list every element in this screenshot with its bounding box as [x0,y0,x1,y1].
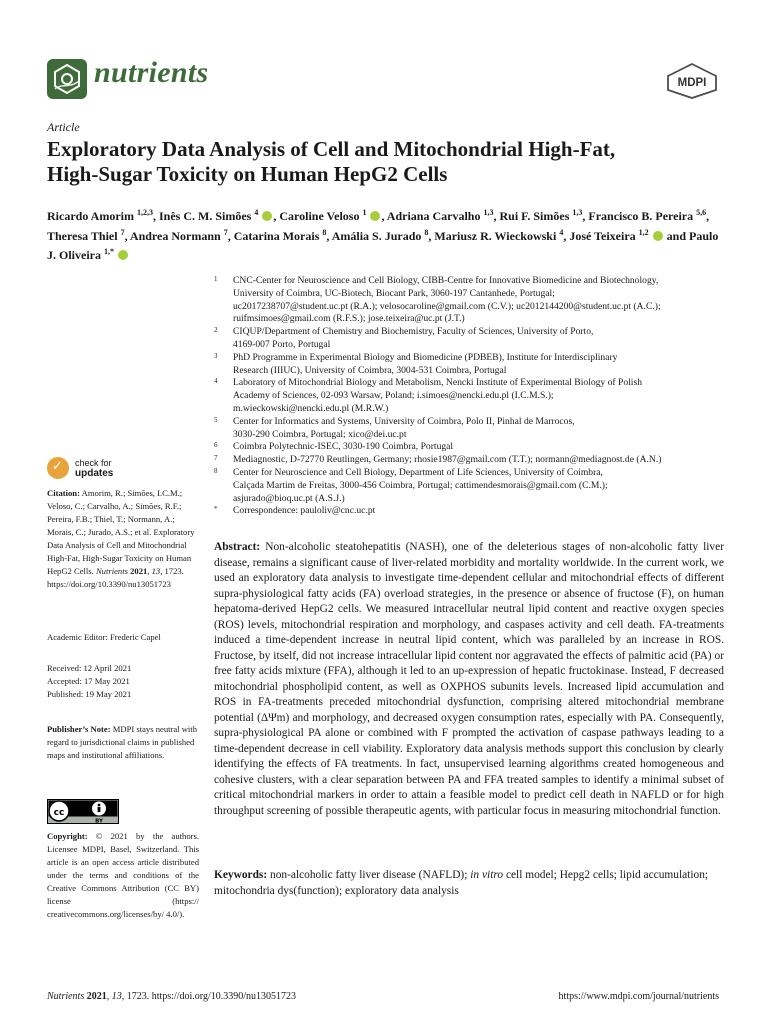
checkmark-icon [47,457,69,479]
affiliation-item [214,377,724,415]
author-name: Ricardo Amorim [47,209,134,223]
check-updates-line-2: updates [75,467,114,479]
affiliation-line: University of Coimbra, UC-Biotech, Biocant Park, 3060-197 Cantanhede, Portugal; [233,287,555,299]
footer-year: 2021 [86,991,107,1002]
affiliation-number: 3 [214,351,218,360]
author-affiliation: 1,2,3 [136,208,153,217]
author-affiliation: 7 [223,227,228,237]
affiliation-number: 1 [214,275,218,283]
author-name: Paulo J. Oliveira [47,228,719,262]
author-affiliation: 7 [120,227,125,237]
author-affiliation: 4 [559,227,564,237]
author-name: Rui F. Simões [499,209,570,223]
author-affiliation: 1,3 [483,208,494,217]
affiliation-item [214,416,724,442]
affiliation-line: 3030-290 Coimbra, Portugal; xico@dei.uc.pt [233,428,407,440]
orcid-icon[interactable] [118,250,128,260]
author-affiliation: 1 [362,208,367,217]
affiliation-number: 6 [214,441,218,450]
author-affiliation: 1,2 [638,227,649,237]
affiliation-item [214,326,724,352]
abstract [214,540,724,819]
affiliation-line: Center for Informatics and Systems, University of Coimbra, Polo II, Pinhal de Marrocos, [233,415,575,427]
orcid-icon[interactable] [370,211,380,221]
affiliation-item [214,454,724,467]
affiliation-item [214,467,724,505]
author-affiliation: 4 [254,208,259,217]
keywords-text-before: non-alcoholic fatty liver disease (NAFLD); [270,869,468,881]
citation-text: Amorim, R.; Simões, I.C.M.; Veloso, C.; Carvalho, A.; Simões, R.F.; Pereira, F.B.; Thiel, T.; Normann, A.; Morais, C.; Jurado, A.S.; et al. Exploratory Data Analysis of Cell and Mitochondrial High-Fat, High-Sugar Toxicity on Human HepG2 Cells. [47,488,195,576]
affiliation-item [214,352,724,378]
author-name: Amália S. Jurado [331,228,422,243]
cc-by-label: BY [95,818,103,824]
author-name: Caroline Veloso [279,209,360,223]
affiliation-line: CNC-Center for Neuroscience and Cell Biology, CIBB-Centre for Innovative Biomedicine and Biotechnology, [233,275,659,286]
author-conjunction: and [666,228,686,243]
affiliation-number: * [214,505,218,514]
author-name: Andrea Normann [129,228,221,243]
abstract-text: Non-alcoholic steatohepatitis (NASH), one of the deleterious stages of non-alcoholic fatty liver disease, remains a significant cause of liver-related morbidity and mortality worldwide. In the current work, we used an exploratory data analysis to investigate time-dependent cellular and mitochondrial effects of different supra-physiological fatty acids (FA) overload strategies, in the presence or absence of fructose (F), on human hepatoma-derived HepG2 cells. We measured intracellular neutral lipid content and reactive oxygen species (ROS) levels, mitochondrial respiration and morphology, and caspases activity and cell death. FA-treatments induced a time-dependent increase in neutral lipid content, which was paralleled by an increase in ROS. Fructose, by itself, did not increase intracellular lipid content nor aggravated the effects of palmitic acid (PA) or free fatty acids mixture (FFA), although it led to an up-expression of hepatic fructokinase. Instead, F decreased mitochondrial phospholipid content, as well as OXPHOS subunits levels. Increased lipid accumulation and ROS in FA-treatments preceded mitochondrial dysfunction, comprising altered mitochondrial membrane potential (ΔΨm) and morphology, and decreased oxygen consumption rates, especially with PA. Consequently, supra-physiological PA alone or combined with F prompted the activation of caspase pathways leading to a time-dependent decrease in cell viability. Exploratory data analysis methods support this conclusion by clearly identifying the effects of FA treatments. In fact, unsupervised learning algorithms created homogeneous and cohesive clusters, with a clear separation between PA and FFA treated samples to identify a minimal subset of critical mitochondrial markers in order to attain a feasible model to predict cell death in NAFLD or for high throughput screening of possible therapeutic agents, with particular focus in measuring mitochondrial function. [214,541,724,817]
article-title-line-1: Exploratory Data Analysis of Cell and Mitochondrial High-Fat, [47,137,616,161]
check-for-updates-button[interactable] [47,457,113,479]
author-name: Inês C. M. Simões [158,209,252,223]
orcid-icon[interactable] [653,231,663,241]
affiliation-line: ruifmsimoes@gmail.com (R.F.S.); jose.teixeira@uc.pt (J.T.) [233,313,465,325]
citation-block: Citation: Amorim, R.; Simões, I.C.M.; Veloso, C.; Carvalho, A.; Simões, R.F.; Pereira, F.B.; Thiel, T.; Normann, A.; Morais, C.; Jurado, A.S.; et al. Exploratory Data Analysis of Cell and Mitochondrial High-Fat, High-Sugar Toxicity on Human HepG2 Cells. Nutrients 2021, 13, 1723. https://doi.org/10.3390/nu13051723 [47,488,195,589]
author-name: Theresa Thiel [47,228,118,243]
affiliation-list [214,275,724,518]
affiliation-line: asjurado@bioq.uc.pt (A.S.J.) [233,492,345,504]
affiliation-line: Center for Neuroscience and Cell Biology, Department of Life Sciences, University of Coimbra, [233,466,603,478]
affiliation-line: Laboratory of Mitochondrial Biology and Metabolism, Nencki Institute of Experimental Biology of Polish [233,377,642,389]
check-updates-line-1: check for [75,457,112,468]
author-affiliation: 5,6 [696,208,707,217]
article-title [47,137,727,187]
author-name: Francisco B. Pereira [588,209,694,223]
copyright-label: Copyright: [47,831,88,841]
affiliation-item [214,275,724,326]
author-affiliation: 1,3 [572,208,583,217]
orcid-icon[interactable] [262,211,272,221]
affiliation-number: 2 [214,326,218,335]
affiliation-line: Mediagnostic, D-72770 Reutlingen, Germany; rhosie1987@gmail.com (T.T.); normann@mediagnost.de (A.N.) [233,454,662,466]
footer-journal-url[interactable]: https://www.mdpi.com/journal/nutrients [558,991,719,1002]
affiliation-line: Academy of Sciences, 02-093 Warsaw, Poland; i.simoes@nencki.edu.pl (I.C.M.S.); [233,390,554,402]
author-name: José Teixeira [569,228,636,243]
affiliation-number: 4 [214,377,218,386]
affiliation-line: uc2017238707@student.uc.pt (R.A.); velosocaroline@gmail.com (C.V.); uc2012144200@student.uc.pt (A.C.); [233,300,661,312]
footer-doi[interactable]: , 1723. https://doi.org/10.3390/nu13051723 [121,991,297,1002]
keywords-label: Keywords: [214,869,268,881]
affiliation-line: Research (IIIUC), University of Coimbra, 3004-531 Coimbra, Portugal [233,364,507,376]
citation-year: 2021 [130,566,148,576]
svg-text:cc: cc [53,808,65,818]
published-date: Published: 19 May 2021 [47,689,132,699]
copyright-block [47,830,199,921]
copyright-text: © 2021 by the authors. Licensee MDPI, Basel, Switzerland. This article is an open access article distributed under the terms and conditions of the Creative Commons Attribution (CC BY) license (https:// creativecommons.org/licenses/by/ 4.0/). [47,831,199,919]
affiliation-line: CIQUP/Department of Chemistry and Biochemistry, Faculty of Sciences, University of Porto, [233,326,594,338]
author-name: Mariusz R. Wieckowski [434,228,557,243]
footer-journal: Nutrients [47,991,85,1002]
affiliation-line: Coimbra Polytechnic-ISEC, 3030-190 Coimbra, Portugal [233,441,454,453]
accepted-date: Accepted: 17 May 2021 [47,676,130,686]
affiliation-line: PhD Programme in Experimental Biology and Biomedicine (PDBEB), Institute for Interdisciplinary [233,351,618,363]
publisher-note [47,723,199,762]
citation-doi[interactable]: , 1723. https://doi.org/10.3390/nu13051723 [47,566,184,589]
affiliation-line: m.wieckowski@nencki.edu.pl (M.R.W.) [233,402,389,414]
author-affiliation: 8 [424,227,429,237]
publisher-name: MDPI [677,77,707,89]
author-name: Catarina Morais [233,228,320,243]
abstract-label: Abstract: [214,541,261,553]
affiliation-line: 4169-007 Porto, Portugal [233,338,331,350]
journal-logo-icon [47,59,87,99]
keywords-text-italic: in vitro [470,869,504,881]
citation-volume: 13 [151,566,161,576]
author-name: Adriana Carvalho [386,209,481,223]
publisher-note-label: Publisher’s Note: [47,724,111,734]
author-list: Ricardo Amorim $^{1,2,3}$, Inês C. M. Simões $^4$ , Caroline Veloso $^1$ , Adriana Carvalho $^{1,3}$, Rui F. Simões $^{1,3}$, Francisco B. Pereira $^{5,6}$, Theresa Thiel $^7$, Andrea Normann $^7$, Catarina Morais $^8$, Amália S. Jurado $^8$, Mariusz R. Wieckowski $^4$, José Teixeira $^{1,2}$ and Paulo J. Oliveira $^{1,*}$ [47,208,719,262]
received-date: Received: 12 April 2021 [47,663,132,673]
citation-label: Citation: [47,488,80,498]
affiliation-line: Correspondence: pauloliv@cnc.uc.pt [233,505,376,517]
affiliation-number: 7 [214,454,218,463]
creative-commons-badge-icon[interactable] [47,799,119,824]
mdpi-logo-icon [666,63,718,99]
affiliation-item [214,441,724,454]
affiliation-item [214,505,724,518]
affiliation-line: Calçada Martim de Freitas, 3000-456 Coimbra, Portugal; cattimendesmorais@gmail.com (C.M.); [233,479,608,491]
journal-name: nutrients [94,56,209,89]
footer-volume: 13 [111,991,122,1002]
academic-editor: Academic Editor: Frederic Capel [47,632,161,642]
keywords [214,868,724,899]
publisher-note-text: MDPI stays neutral with regard to jurisdictional claims in published maps and institutional affiliations. [47,724,197,760]
affiliation-number: 5 [214,415,218,424]
article-type: Article [47,120,80,134]
affiliation-number: 8 [214,466,218,475]
footer-citation: Nutrients 2021, 13, 1723. https://doi.org/10.3390/nu13051723 [47,991,297,1002]
keywords-text-after: cell model; Hepg2 cells; lipid accumulation; mitochondria dys(function); exploratory data analysis [214,869,709,897]
citation-journal: Nutrients [95,566,128,576]
author-affiliation: 1,* [104,247,114,256]
publication-dates [47,662,199,701]
author-affiliation: 8 [322,227,327,237]
article-title-line-2: High-Sugar Toxicity on Human HepG2 Cells [47,162,448,186]
